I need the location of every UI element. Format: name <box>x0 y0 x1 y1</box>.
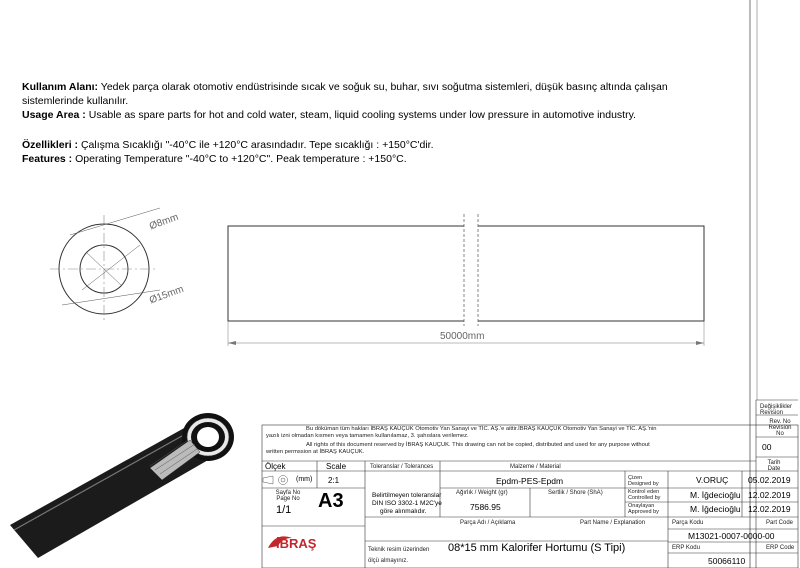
drawing-note: Teknik resim üzerinden ölçü almayınız. <box>368 547 430 564</box>
tolerances-line3: göre alınmalıdır. <box>380 508 427 515</box>
tolerances-label: Toleranslar / Tolerances <box>370 464 434 470</box>
leader-inner <box>70 208 160 235</box>
part-name-label-tr: Parça Adı / Açıklama <box>460 520 516 526</box>
controlled-by: M. İğdecioğlu <box>690 490 741 500</box>
hardness-label: Sertlik / Shore (ShA) <box>548 490 603 496</box>
part-code: M13021-0007-0000-00 <box>688 531 775 541</box>
approved-by-label: Onaylayan Approved by <box>628 503 659 515</box>
usage-text-en: Usable as spare parts for hot and cold water, steam, liquid cooling systems under low pressure in automotive industry. <box>88 109 636 121</box>
erp-code-label-en: ERP Code <box>766 545 795 551</box>
hose-illustration <box>10 413 234 558</box>
material: Epdm-PES-Epdm <box>496 476 564 486</box>
revision-no-label: Rev. No Revision No <box>768 419 792 437</box>
scale-value: 2:1 <box>328 476 340 485</box>
date-header: Tarih Date <box>767 460 781 472</box>
copyright-en-line2: written permssion at İBRAŞ KAUÇUK. <box>266 449 365 455</box>
inner-diameter-label: Ø8mm <box>148 211 180 233</box>
approved-date: 12.02.2019 <box>748 504 791 514</box>
erp-code-label-tr: ERP Kodu <box>672 545 700 551</box>
projection-symbol-icon <box>263 476 288 485</box>
hose-cross-section <box>50 208 160 323</box>
features-text-en: Operating Temperature "-40°C to +120°C". Peak temperature : +150°C. <box>75 153 407 165</box>
hose-bore <box>197 427 219 447</box>
scale-label-tr: Ölçek <box>265 462 286 471</box>
features-label-en: Features : <box>22 153 73 165</box>
weight-label: Ağırlık / Weight (gr) <box>456 490 508 496</box>
approved-by: M. İğdecioğlu <box>690 504 741 514</box>
material-label: Malzeme / Material <box>510 464 561 470</box>
features-label-tr: Özellikleri : <box>22 139 79 151</box>
logo-text: İBRAŞ <box>276 536 317 551</box>
controlled-by-label: Kontrol eden Controlled by <box>628 489 661 501</box>
dim-outer <box>82 245 140 290</box>
usage-tr-line2: sistemlerinde kullanılır. <box>22 95 129 107</box>
revision-header: Değişiklikler Revision <box>760 404 793 416</box>
arrow-right <box>696 341 704 345</box>
scale-label-en: Scale <box>326 462 347 471</box>
part-name-label-en: Part Name / Explanation <box>580 520 646 526</box>
copyright-en-line1: All rights of this document reserved by İBRAŞ KAUÇUK. This drawing can not be copied, distributed and used for any purpose without <box>306 442 650 448</box>
unit: (mm) <box>296 476 313 483</box>
designed-date: 05.02.2019 <box>748 475 791 485</box>
usage-label-tr: Kullanım Alanı: <box>22 81 99 93</box>
tolerances-line1: Belirtilmeyen toleranslar <box>372 492 442 499</box>
arrow-left <box>228 341 236 345</box>
usage-text-tr: Yedek parça olarak otomotiv endüstrisinde sıcak ve soğuk su, buhar, sıvı soğutma sistemleri, düşük basınç altında çalışan <box>100 81 668 93</box>
tolerances-line2: DIN ISO 3302-1 M2C'ye <box>372 500 442 507</box>
hose-side-view <box>228 214 704 346</box>
controlled-date: 12.02.2019 <box>748 490 791 500</box>
part-code-label-tr: Parça Kodu <box>672 520 704 526</box>
part-code-label-en: Part Code <box>766 520 794 526</box>
sheet-size: A3 <box>318 490 344 512</box>
copyright-tr-line2: yazılı izni olmadan kısmen veya tamamen kullanılamaz, 3. şahıslara verilemez. <box>266 433 469 439</box>
page-no: 1/1 <box>276 504 292 516</box>
break-gap <box>464 214 478 326</box>
usage-label-en: Usage Area : <box>22 109 86 121</box>
weight: 7586.95 <box>470 502 501 512</box>
copyright-tr-line1: Bu döküman tüm hakları İBRAŞ KAUÇUK Otomotiv Yan Sanayi ve TİC. AŞ.'e aittir.İBRAŞ KAUÇUK Otomotiv Yan Sanayi ve TİC. AŞ.'nin <box>306 426 657 432</box>
part-name: 08*15 mm Kalorifer Hortumu (S Tipi) <box>448 542 626 554</box>
revision-no: 00 <box>762 442 772 452</box>
designed-by: V.ORUÇ <box>696 475 729 485</box>
designed-by-label: Çizen Designed by <box>628 475 659 487</box>
features-text-tr: Çalışma Sıcaklığı "-40°C ile +120°C arasındadır. Tepe sıcaklığı : +150°C'dir. <box>80 139 434 151</box>
outer-diameter-label: Ø15mm <box>148 283 186 307</box>
erp-code: 50066110 <box>708 556 746 566</box>
page-no-label: Sayfa No Page No <box>275 490 301 502</box>
length-label: 50000mm <box>440 331 485 342</box>
